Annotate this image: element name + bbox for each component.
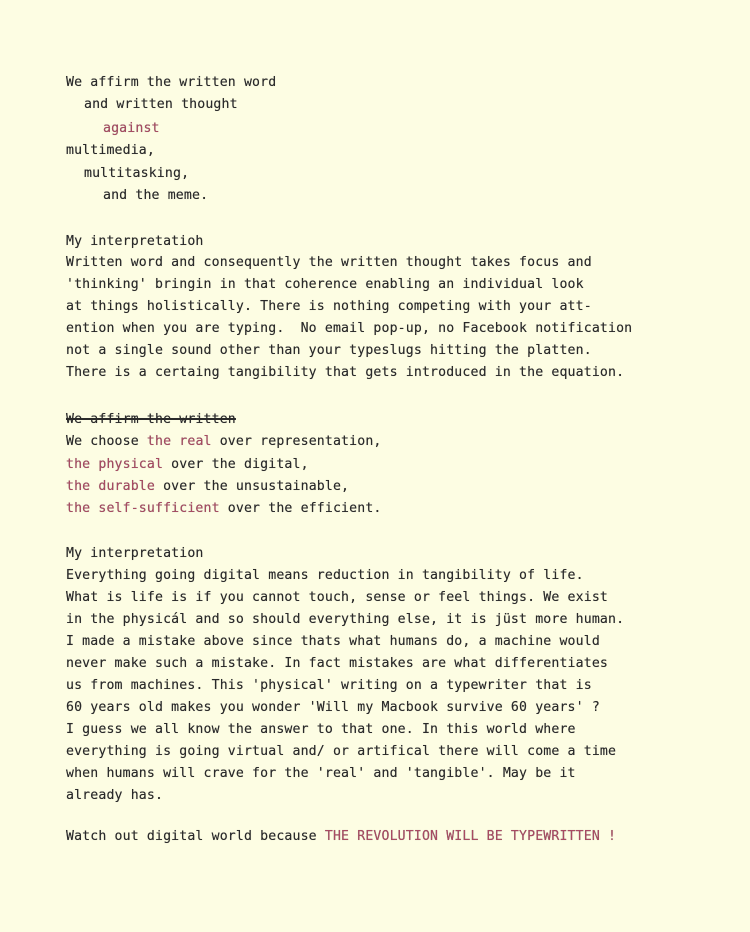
- poem1-line: We affirm the written word: [66, 75, 277, 90]
- interpretation-line: 'thinking' bringin in that coherence enabling an individual look: [66, 277, 584, 292]
- poem2-text: over representation,: [211, 434, 382, 449]
- poem1-line: against: [103, 121, 160, 136]
- closing-text: Watch out digital world because: [66, 829, 325, 844]
- interpretation-line: in the physicál and so should everything else, it is jüst more human.: [66, 612, 625, 627]
- interpretation-line: at things holistically. There is nothing competing with your att-: [66, 299, 592, 314]
- poem2-red-text: the physical: [66, 457, 164, 472]
- poem2-line: [66, 457, 309, 473]
- poem2-red-text: the real: [146, 434, 212, 449]
- interpretation-line: What is life is if you cannot touch, sense or feel things. We exist: [66, 590, 608, 605]
- poem2-text: over the efficient.: [219, 501, 382, 516]
- struck-out-line: We affirm the written: [66, 412, 236, 427]
- interpretation-line: Written word and consequently the written thought takes focus and: [66, 255, 592, 270]
- poem2-line: [66, 501, 382, 517]
- interpretation-line: everything is going virtual and/ or artifical there will come a time: [66, 744, 617, 759]
- interpretation-line: us from machines. This 'physical' writing on a typewriter that is: [66, 678, 592, 693]
- interpretation-line: never make such a mistake. In fact mistakes are what differentiates: [66, 656, 608, 671]
- interpretation-line: 60 years old makes you wonder 'Will my Macbook survive 60 years' ?: [66, 700, 600, 715]
- revolution-slogan: THE REVOLUTION WILL BE TYPEWRITTEN !: [324, 829, 617, 844]
- interpretation-heading: My interpretatioh: [66, 234, 204, 249]
- poem2-text: over the digital,: [163, 457, 309, 472]
- closing-line: [66, 829, 616, 845]
- poem2-text: We choose: [66, 434, 147, 449]
- interpretation-line: I guess we all know the answer to that one. In this world where: [66, 722, 576, 737]
- poem2-red-text: the durable: [66, 479, 155, 494]
- poem2-line: [66, 479, 349, 495]
- interpretation-line: already has.: [66, 788, 164, 803]
- poem2-red-text: the self-sufficient: [66, 501, 220, 516]
- poem1-line: multitasking,: [84, 166, 190, 181]
- interpretation-line: There is a certaing tangibility that gets introduced in the equation.: [66, 365, 625, 380]
- poem1-line: and written thought: [84, 97, 238, 112]
- interpretation-line: not a single sound other than your typeslugs hitting the platten.: [66, 343, 592, 358]
- poem2-text: over the unsustainable,: [155, 479, 350, 494]
- interpretation-line: ention when you are typing. No email pop-up, no Facebook notification: [66, 321, 633, 336]
- interpretation-line: I made a mistake above since thats what humans do, a machine would: [66, 634, 600, 649]
- poem2-line: [66, 434, 382, 450]
- poem1-line: and the meme.: [103, 188, 209, 203]
- poem1-line: multimedia,: [66, 143, 155, 158]
- interpretation-line: when humans will crave for the 'real' and 'tangible'. May be it: [66, 766, 576, 781]
- interpretation-line: Everything going digital means reduction in tangibility of life.: [66, 568, 584, 583]
- interpretation-heading: My interpretation: [66, 546, 204, 561]
